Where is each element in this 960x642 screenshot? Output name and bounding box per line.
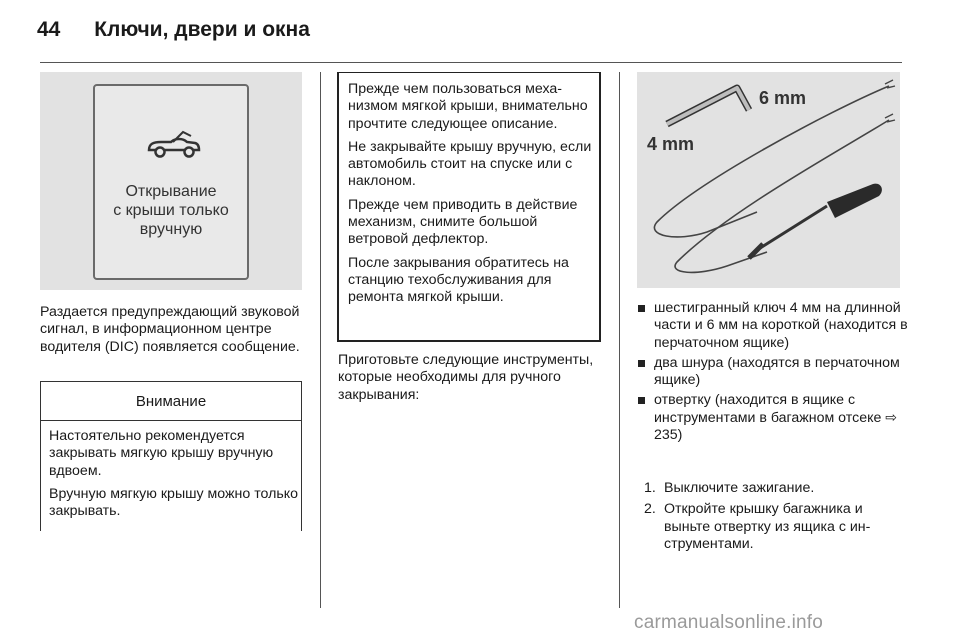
caution-paragraph: После закрывания обратитесь на станцию техобслуживания для ремонта мягкой крыши. <box>348 254 569 306</box>
tools-intro-text: Приготовьте следующие инструменты, которые необходимы для ручного закрывания: <box>338 352 594 403</box>
step-number: 1. <box>644 480 656 496</box>
page-title: Ключи, двери и окна <box>94 18 310 41</box>
caution-paragraph: Прежде чем пользоваться механизмом мягкой крыши, внимательно прочтите следующее описание. <box>348 81 588 132</box>
warning-body <box>41 421 301 520</box>
warning-paragraph: Настоятельно рекомендуется закрывать мягкую крышу вручную вдвоем. <box>49 428 274 479</box>
step-number: 2. <box>644 501 656 518</box>
page-number: 44 <box>37 18 61 41</box>
display-message: Открывание с крыши только вручную <box>113 183 229 238</box>
watermark: carmanualsonline.info <box>634 612 824 633</box>
warning-title: Внимание <box>41 382 301 421</box>
list-item: шестигранный ключ 4 мм на длинной части и 6 мм на короткой (находится в перчаточном ящике) <box>636 300 911 352</box>
screwdriver-icon <box>749 184 882 258</box>
steps-list <box>644 480 909 557</box>
step-item <box>644 480 909 497</box>
warning-box <box>40 381 302 531</box>
dic-display-screen <box>93 84 249 280</box>
list-item: отвертку (находится в ящике с инструментами в багажном отсеке ⇨ 235) <box>636 392 911 444</box>
tools-illustration <box>637 72 900 288</box>
column-divider-2 <box>619 72 620 608</box>
intro-paragraph <box>40 304 306 356</box>
page-header <box>37 18 310 42</box>
caution-paragraph: Прежде чем приводить в действие механизм, снимите большой ветровой дефлектор. <box>348 196 578 248</box>
caution-box <box>337 72 601 342</box>
column-divider-1 <box>320 72 321 608</box>
header-rule <box>40 62 902 63</box>
step-text: Откройте крышку багажника и выньте отвертку из ящика с инструментами. <box>664 501 871 552</box>
intro-text: Раздается предупреждающий звуковой сигнал, в информационном центре водителя (DIC) появляется сообщение. <box>40 304 300 355</box>
tools-list <box>636 300 911 447</box>
tools-intro-paragraph <box>338 352 603 404</box>
convertible-car-icon <box>143 128 203 162</box>
tools-figure <box>637 72 900 288</box>
warning-paragraph: Вручную мягкую крышу можно только закрывать. <box>49 485 299 520</box>
step-item <box>644 501 909 553</box>
hex-key-4mm-label: 4 mm <box>647 134 695 154</box>
caution-paragraph: Не закрывайте крышу вручную, если автомобиль стоит на спуске или с наклоном. <box>348 138 592 190</box>
hex-key-6mm-label: 6 mm <box>759 88 807 108</box>
step-text: Выключите зажигание. <box>664 480 815 496</box>
list-item: два шнура (находятся в перчаточном ящике) <box>636 355 911 390</box>
hex-key-icon <box>667 88 749 124</box>
